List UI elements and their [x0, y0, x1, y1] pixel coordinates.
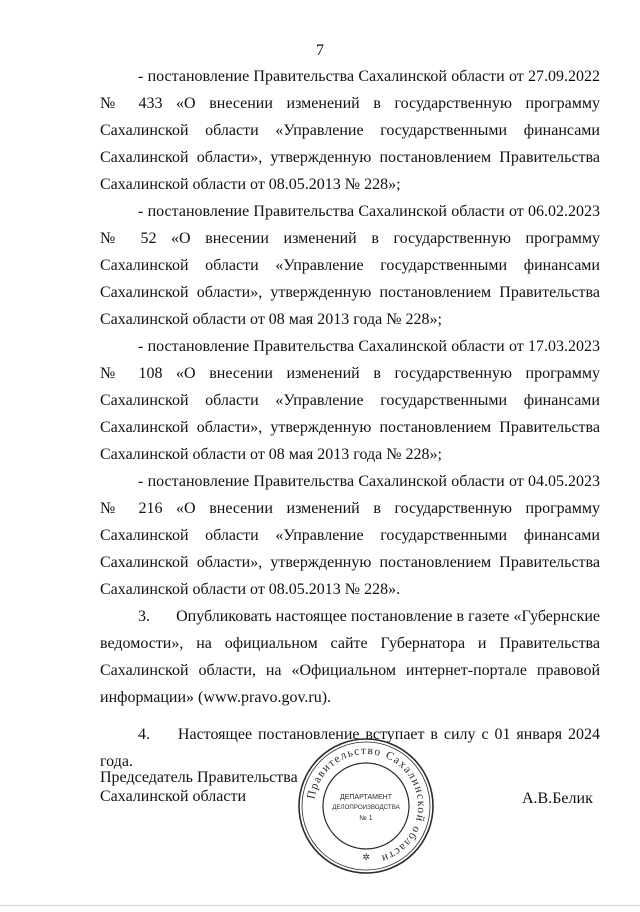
signatory-position-line-1: Председатель Правительства [100, 769, 298, 786]
scan-edge-divider [0, 905, 640, 906]
list-item-resolution-2: - постановление Правительства Сахалинской области от 06.02.2023 № 52 «О внесении изменений в государственную программу Сахалинской области «Управление государственными финансами Сахалинской области», утвержденную постановлением Правительства Сахалинской области от 08 мая 2013 года № 228»; [100, 203, 600, 328]
official-seal-stamp [296, 736, 436, 876]
list-item-resolution-4: - постановление Правительства Сахалинской области от 04.05.2023 № 216 «О внесении изменений в государственную программу Сахалинской области «Управление государственными финансами Сахалинской области», утвержденную постановлением Правительства Сахалинской области от 08.05.2013 № 228». [100, 473, 600, 598]
signatory-position-line-2: Сахалинской области [100, 788, 247, 805]
list-item-resolution-3: - постановление Правительства Сахалинской области от 17.03.2023 № 108 «О внесении изменений в государственную программу Сахалинской области «Управление государственными финансами Сахалинской области», утвержденную постановлением Правительства Сахалинской области от 08 мая 2013 года № 228»; [100, 338, 600, 463]
seal-center-line-3: № 1 [359, 815, 373, 822]
clause-4-number: 4. [138, 726, 150, 743]
clause-3-number: 3. [138, 608, 150, 625]
signatory-position [100, 768, 298, 806]
document-body [100, 63, 600, 775]
seal-center-line-1: ДЕПАРТАМЕНТ [339, 794, 393, 801]
clause-3 [100, 603, 600, 711]
seal-ring-text: Правительство Сахалинской области [305, 744, 428, 865]
list-item-resolution-1: - постановление Правительства Сахалинской области от 27.09.2022 № 433 «О внесении изменений в государственную программу Сахалинской области «Управление государственными финансами Сахалинской области», утвержденную постановлением Правительства Сахалинской области от 08.05.2013 № 228»; [100, 68, 600, 193]
page-number: 7 [316, 42, 324, 59]
seal-center-line-2: ДЕЛОПРОИЗВОДСТВА [332, 804, 400, 811]
clause-4-text: Настоящее постановление вступает в силу с 01 января 2024 года. [100, 726, 601, 770]
clause-3-text: Опубликовать настоящее постановление в газете «Губернские ведомости», на официальном сайте Губернатора и Правительства Сахалинской области, на «Официальном интернет-портале правовой информации» (www.pravo.gov.ru). [100, 608, 601, 706]
seal-star-icon: ✲ [362, 853, 370, 863]
signatory-name: А.В.Белик [522, 790, 593, 807]
seal-graphic [296, 736, 436, 876]
